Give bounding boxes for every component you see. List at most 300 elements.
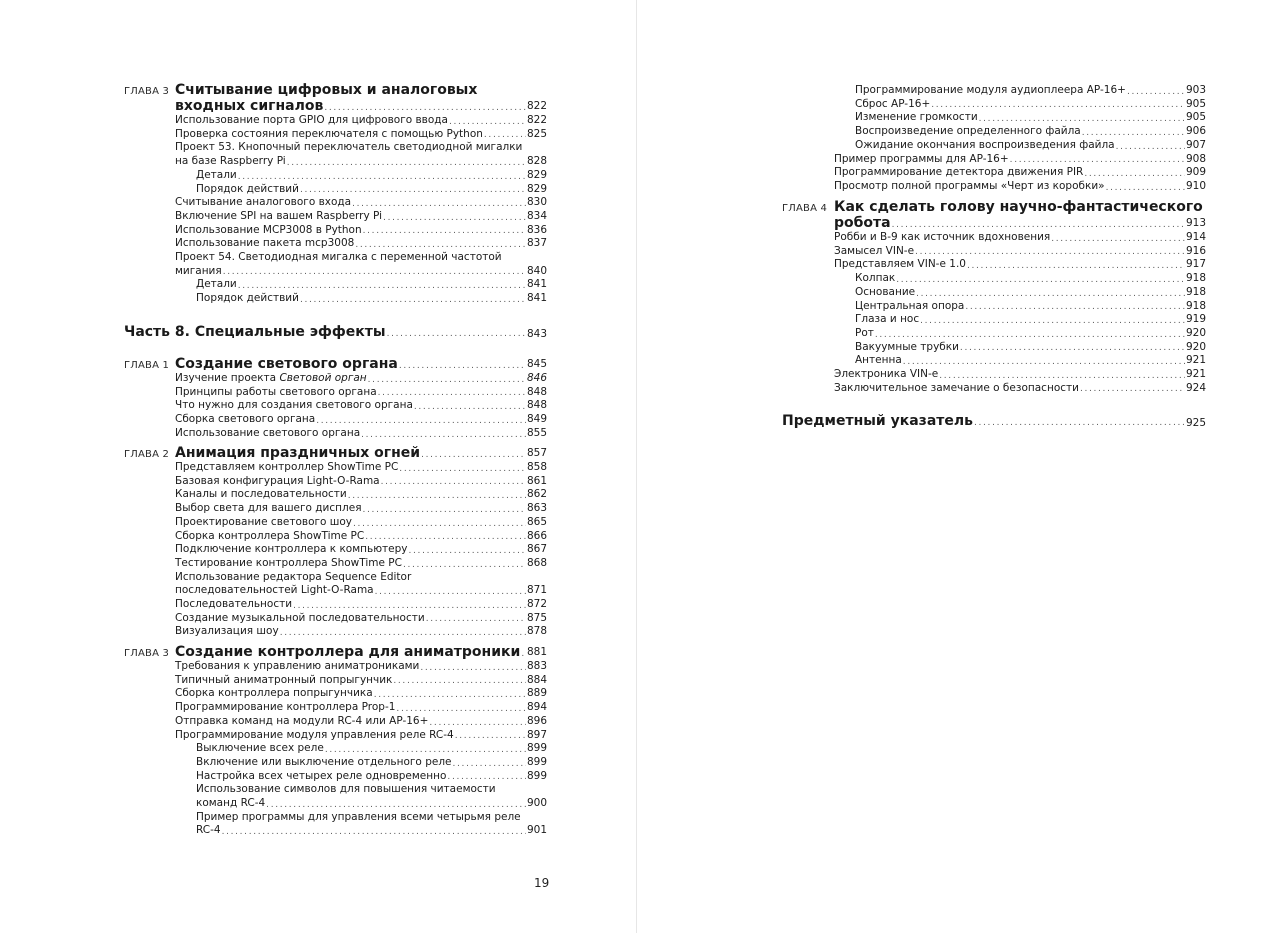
toc-entry[interactable] [834,231,1206,245]
toc-entry[interactable] [175,386,547,400]
part-title-line[interactable] [124,324,547,340]
chapter-title-line[interactable] [834,215,1206,231]
toc-entry[interactable] [175,196,547,210]
chapter-title-cont: робота [834,215,891,231]
index-title: Предметный указатель [782,413,973,429]
toc-entry[interactable] [175,292,547,306]
entry-line [196,169,547,183]
entry-title: Базовая конфигурация Light-O-Rama [175,474,380,487]
entry-line [855,139,1206,153]
page-ref: 829 [526,182,547,195]
leader-dots [365,531,526,543]
toc-entry[interactable] [175,729,547,743]
entry-title: Пример программы для AP-16+ [834,152,1009,165]
page-ref: 840 [526,264,547,277]
leader-dots [892,219,1185,231]
entry-title: Антенна [855,354,902,367]
entry-line [196,183,547,197]
entry-line [855,84,1206,98]
toc-entry[interactable] [175,372,547,386]
chapter-title-line[interactable] [175,356,547,372]
page-ref: 837 [526,237,547,250]
part-title: Часть 8. Специальные эффекты [124,324,386,340]
page-ref: 924 [1185,381,1206,394]
entry-title: Настройка всех четырех реле одновременно [196,769,447,782]
entry-line [834,166,1206,180]
toc-entry[interactable] [834,139,1206,153]
toc-entry[interactable] [834,245,1206,259]
leader-dots [374,689,526,701]
chapter-label: ГЛАВА 3 [124,648,170,659]
toc-entry[interactable] [175,114,547,128]
toc-part-8 [124,324,547,340]
leader-dots [426,613,526,625]
page-ref: 867 [526,543,547,556]
leader-dots [363,225,526,237]
entry-title-line1: Пример программы для управления всеми четырьмя реле [196,810,521,823]
chapter-title[interactable]: Считывание цифровых и аналоговых [175,82,478,98]
page-ref: 858 [526,461,547,473]
leader-dots [324,102,526,114]
entry-line [175,265,547,279]
toc-entry[interactable] [834,382,1206,396]
leader-dots [287,157,526,169]
toc-entry[interactable] [175,516,547,530]
page-ref: 901 [526,824,547,837]
entry-line [834,231,1206,245]
page-ref: 910 [1185,179,1206,192]
page-ref: 896 [526,714,547,727]
page-number: 19 [534,876,550,890]
entry-title: Центральная опора [855,299,965,312]
entry-line [175,128,547,142]
entry-title: Порядок действий [196,182,299,195]
toc-entry[interactable] [175,674,547,688]
toc-entry[interactable] [175,251,547,278]
entry-title: Порядок действий [196,292,299,305]
leader-dots [939,370,1185,382]
entry-title-line1: Использование редактора Sequence Editor [175,570,412,583]
toc-entry[interactable] [175,141,547,168]
toc-entry[interactable] [175,715,547,729]
page-ref: 866 [526,529,547,542]
entry-title-line1: Проект 54. Светодиодная мигалка с переменной частотой [175,251,502,264]
leader-dots [238,280,526,292]
leader-dots [363,504,526,516]
entry-title: Вакуумные трубки [855,340,959,353]
chapter-title-line[interactable] [175,98,547,114]
leader-dots [1106,182,1185,194]
page-ref: 845 [526,358,547,371]
toc-entry[interactable] [175,811,547,838]
page-ref: 907 [1185,138,1206,151]
leader-dots [368,374,526,386]
toc-entry[interactable] [175,687,547,701]
page-ref: 913 [1185,217,1206,230]
toc-entry[interactable] [834,153,1206,167]
leader-dots [375,586,526,598]
chapter-title: Анимация праздничных огней [175,445,421,461]
chapter-title-line[interactable] [175,644,547,660]
entry-line [855,327,1206,341]
leader-dots [316,415,526,427]
toc-entry[interactable] [834,300,1206,314]
entry-title: Сброс AP-16+ [855,97,931,110]
page-ref: 865 [526,515,547,528]
page-ref: 841 [526,292,547,305]
leader-dots [967,260,1185,272]
entry-title: Программирование контроллера Prop-1 [175,701,396,714]
entry-title: Отправка команд на модули RC-4 или AP-16+ [175,714,429,727]
entry-title: Сборка светового органа [175,413,316,426]
page-ref: 857 [526,447,547,460]
entry-title: Робби и B-9 как источник вдохновения [834,231,1051,243]
entry-title: Последовательности [175,598,293,611]
index-title-line[interactable] [782,413,1206,429]
page-ref: 899 [526,769,547,782]
page-ref: 848 [526,399,547,412]
page-ref: 825 [526,127,547,140]
toc-chapter-3 [124,82,547,306]
page-ref: 917 [1185,258,1206,271]
entry-title: Колпак [855,272,896,285]
leader-dots [361,429,526,441]
toc-entry[interactable] [834,180,1206,194]
entry-title: Изучение проекта [175,372,277,384]
toc-entry[interactable] [175,612,547,626]
entry-title: Включение SPI на вашем Raspberry Pi [175,209,383,222]
leader-dots [383,212,526,224]
leader-dots [931,99,1185,111]
entry-title: Программирование модуля управления реле RC-4 [175,728,454,741]
toc-entry[interactable] [834,341,1206,355]
toc-entry[interactable] [834,125,1206,139]
entry-line [175,729,547,743]
toc-entry[interactable] [175,278,547,292]
leader-dots [393,675,526,687]
page-ref: 830 [526,196,547,209]
toc-entry[interactable] [175,770,547,784]
toc-entry[interactable] [175,625,547,639]
entry-line [834,245,1206,259]
page-ref: 918 [1185,272,1206,285]
page-ref: 921 [1185,368,1206,381]
entry-title-line1: Проект 53. Кнопочный переключатель светодиодной мигалки [175,141,523,154]
leader-dots [1127,86,1185,98]
chapter-label: ГЛАВА 3 [124,86,170,97]
toc-entry[interactable] [175,237,547,251]
page-ref: 905 [1185,97,1206,110]
entry-line [175,427,547,441]
leader-dots [403,559,526,571]
entry-title: Представляем контроллер ShowTime PC [175,461,399,473]
chapter-title: Создание контроллера для аниматроники [175,644,521,660]
entry-title: Детали [196,168,237,181]
entry-line [175,372,547,386]
entry-line [855,300,1206,314]
entry-title: мигания [175,264,222,277]
page-ref: 863 [526,502,547,515]
leader-dots [325,744,526,756]
leader-dots [223,266,526,278]
entry-title: Электроника VIN-е [834,368,939,381]
toc-entry[interactable] [834,286,1206,300]
leader-dots [300,294,526,306]
leader-dots [1010,154,1185,166]
entry-title: Использование MCP3008 в Python [175,223,362,236]
entry-line [175,155,547,169]
page-ref: 828 [526,155,547,168]
page-ref: 918 [1185,299,1206,312]
toc-entry[interactable] [175,530,547,544]
leader-dots [1080,383,1185,395]
page-ref: 861 [526,474,547,487]
leader-dots [420,662,526,674]
entry-line [175,196,547,210]
entry-line [196,824,547,838]
entry-title: Проверка состояния переключателя с помощью Python [175,127,483,140]
leader-dots [965,301,1185,313]
leader-dots [266,799,526,811]
chapter-label: ГЛАВА 1 [124,360,170,371]
leader-dots [455,730,526,742]
toc-entry[interactable] [175,210,547,224]
entry-line [175,516,547,530]
toc-entry[interactable] [175,660,547,674]
page-ref: 868 [526,556,547,569]
leader-dots [896,274,1185,286]
leader-dots [521,648,526,660]
leader-dots [1116,141,1185,153]
page-ref: 883 [526,660,547,672]
entry-line [175,687,547,701]
entry-line [175,530,547,544]
leader-dots [1084,168,1185,180]
entry-title: Использование светового органа [175,426,361,439]
toc-entry[interactable] [834,327,1206,341]
toc-entry[interactable] [834,354,1206,368]
toc-p8-chapter-4 [782,199,1206,395]
entry-line [855,341,1206,355]
entry-line [196,742,547,756]
chapter-title-cont: входных сигналов [175,98,324,114]
leader-dots [409,545,526,557]
entry-title: Каналы и последовательности [175,488,347,501]
entry-line [175,625,547,639]
entry-title: Требования к управлению аниматрониками [175,660,420,672]
entry-title: Программирование модуля аудиоплеера AP-16+ [855,84,1126,96]
toc-entry[interactable] [175,598,547,612]
toc-entries [175,372,547,441]
entry-title: Изменение громкости [855,111,978,124]
toc-entry[interactable] [175,502,547,516]
leader-dots [1082,127,1185,139]
entry-title: Использование порта GPIO для цифрового ввода [175,114,448,126]
toc-index [782,413,1206,429]
page-ref: 906 [1185,125,1206,138]
entry-line [196,756,547,770]
entry-line [175,114,547,128]
leader-dots [903,356,1185,368]
page-ref: 908 [1185,152,1206,165]
leader-dots [355,239,526,251]
leader-dots [399,360,526,372]
entry-title: Рот [855,326,874,339]
toc-entry[interactable] [175,571,547,598]
toc-entries [175,461,547,639]
page-ref: 909 [1185,166,1206,179]
toc-p8-chapter-1 [124,356,547,441]
toc-entry[interactable] [834,84,1206,98]
toc-entry[interactable] [175,169,547,183]
leader-dots [238,171,526,183]
toc-entry[interactable] [834,368,1206,382]
toc-entry[interactable] [834,258,1206,272]
page-ref: 843 [526,328,547,340]
entry-title: Тестирование контроллера ShowTime PC [175,556,402,569]
entry-line [175,237,547,251]
leader-dots [381,476,526,488]
entry-title: Визуализация шоу [175,625,279,638]
page-ref: 916 [1185,244,1206,257]
entry-line [175,715,547,729]
entry-line [196,292,547,306]
page-ref: 905 [1185,111,1206,124]
page-ref: 878 [526,625,547,638]
page-ref: 875 [526,611,547,624]
page-ref: 894 [526,701,547,714]
page-ref: 849 [526,413,547,426]
leader-dots [916,288,1185,300]
toc-entry[interactable] [175,557,547,571]
leader-dots [484,129,526,141]
entry-title: Выключение всех реле [196,742,324,755]
page-ref: 920 [1185,326,1206,339]
leader-dots [920,315,1185,327]
toc-entry[interactable] [175,128,547,142]
entry-line [855,125,1206,139]
entry-title: Замысел VIN-е [834,244,915,257]
entry-line [834,180,1206,194]
entry-line [175,557,547,571]
toc-entry[interactable] [175,488,547,502]
toc-entry[interactable] [175,543,547,557]
toc-entry[interactable] [834,313,1206,327]
chapter-title-line[interactable] [175,445,547,461]
entry-line [855,98,1206,112]
entry-line [834,382,1206,396]
leader-dots [421,449,526,461]
entry-title: Использование пакета mcp3008 [175,237,355,250]
entry-title: Ожидание окончания воспроизведения файла [855,138,1115,151]
toc-continuation [834,84,1206,194]
toc-p8-chapter-2 [124,445,547,639]
leader-dots [348,490,526,502]
toc-entry[interactable] [175,413,547,427]
toc-entry[interactable] [175,427,547,441]
toc-entry[interactable] [175,461,547,475]
entry-title: Основание [855,285,916,298]
page-ref: 919 [1185,313,1206,326]
entry-line [175,502,547,516]
page-ref: 855 [526,426,547,439]
toc-entry[interactable] [175,701,547,715]
entry-title: Глаза и нос [855,313,920,326]
leader-dots [222,826,526,838]
toc-entry[interactable] [175,756,547,770]
toc-entry[interactable] [834,98,1206,112]
entry-line [834,368,1206,382]
leader-dots [960,342,1185,354]
toc-entry[interactable] [175,475,547,489]
toc-entry[interactable] [175,783,547,810]
entry-line [834,153,1206,167]
entry-title: Выбор света для вашего дисплея [175,502,362,515]
chapter-label: ГЛАВА 4 [782,203,828,214]
toc-entries [175,114,547,306]
toc-entry[interactable] [175,399,547,413]
entry-title: Считывание аналогового входа [175,196,352,209]
page-ref: 841 [526,278,547,291]
entry-line [855,354,1206,368]
entry-title-italic: Световой орган [279,372,367,384]
entry-line [175,488,547,502]
leader-dots [300,184,526,196]
entry-title: Представляем VIN-е 1.0 [834,258,966,271]
leader-dots [353,518,526,530]
chapter-title: Создание светового органа [175,356,398,372]
entry-line [175,210,547,224]
toc-entry[interactable] [175,224,547,238]
entry-title: Типичный аниматронный попрыгунчик [175,673,393,686]
entry-title: Детали [196,278,237,291]
entry-title: Сборка контроллера попрыгунчика [175,687,373,700]
entry-title: RC-4 [196,824,221,837]
page-ref: 829 [526,168,547,181]
toc-entries [175,660,547,838]
right-page [637,0,1272,933]
toc-entry[interactable] [834,166,1206,180]
page-ref: 881 [526,646,547,659]
entry-title: Сборка контроллера ShowTime PC [175,529,365,542]
entry-line [196,770,547,784]
leader-dots [915,246,1185,258]
entry-title: Что нужно для создания светового органа [175,399,413,412]
toc-p8-chapter-3 [124,644,547,838]
entry-line [196,797,547,811]
page-ref: 871 [526,584,547,597]
entry-title: Просмотр полной программы «Черт из коробки» [834,179,1105,192]
leader-dots [429,717,526,729]
page-ref: 918 [1185,285,1206,298]
chapter-title[interactable]: Как сделать голову научно-фантастического [834,199,1203,215]
page-ref: 900 [526,797,547,810]
page-ref: 899 [526,755,547,768]
entry-title: команд RC-4 [196,797,266,810]
entry-line [175,413,547,427]
toc-entry[interactable] [834,272,1206,286]
entry-line [175,674,547,688]
entry-title: последовательностей Light-O-Rama [175,584,374,597]
entry-title: Воспроизведение определенного файла [855,125,1081,138]
toc-entries [834,231,1206,395]
entry-title: Подключение контроллера к компьютеру [175,543,408,556]
entry-title-line1: Использование символов для повышения читаемости [196,783,496,796]
toc-entry[interactable] [175,183,547,197]
leader-dots [453,758,526,770]
toc-entry[interactable] [175,742,547,756]
toc-entry[interactable] [834,111,1206,125]
